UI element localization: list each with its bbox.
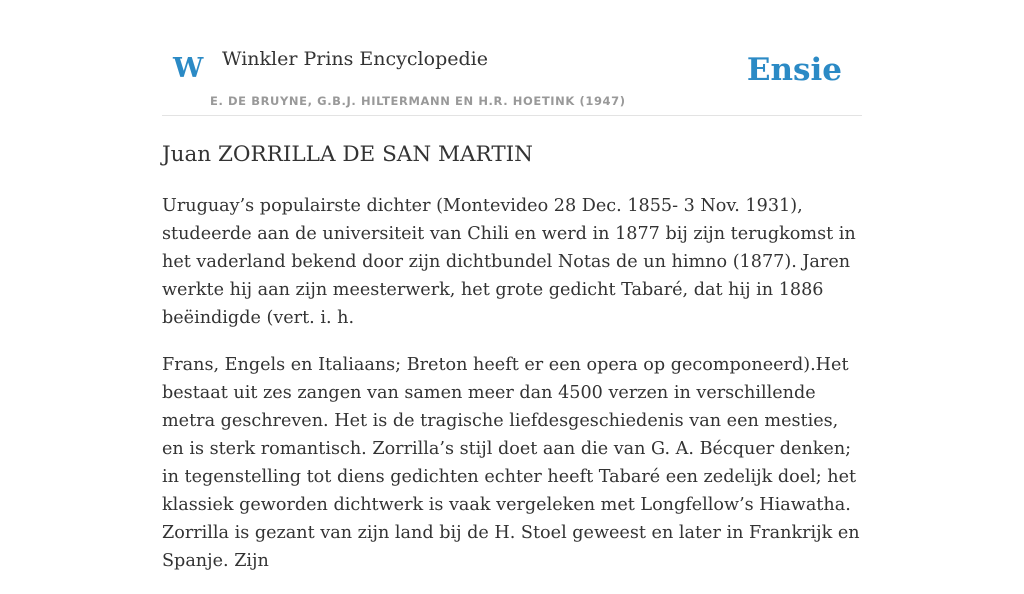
page bbox=[162, 0, 862, 571]
ensie-brand-link[interactable]: Ensie bbox=[746, 52, 842, 88]
article-title: Juan ZORRILLA DE SAN MARTIN bbox=[162, 142, 533, 167]
site-title[interactable]: Winkler Prins Encyclopedie bbox=[222, 48, 488, 70]
site-subtitle: E. DE BRUYNE, G.B.J. HILTERMANN EN H.R. HOETINK (1947) bbox=[210, 94, 626, 108]
winkler-prins-logo[interactable]: W bbox=[173, 53, 204, 84]
site-header bbox=[162, 0, 862, 116]
article-paragraph: Uruguay’s populairste dichter (Montevideo 28 Dec. 1855- 3 Nov. 1931), studeerde aan de universiteit van Chili en werd in 1877 bij zijn terugkomst in het vaderland bekend door zijn dichtbundel Notas de un himno (1877). Jaren werkte hij aan zijn meesterwerk, het grote gedicht Tabaré, dat hij in 1886 beëindigde (vert. i. h. bbox=[162, 196, 856, 328]
article-paragraph: Frans, Engels en Italiaans; Breton heeft er een opera op gecomponeerd).Het bestaat uit zes zangen van samen meer dan 4500 verzen in verschillende metra geschreven. Het is de tragische liefdesgeschiedenis van een mesties, en is sterk romantisch. Zorrilla’s stijl doet aan die van G. A. Bécquer denken; in tegenstelling tot diens gedichten echter heeft Tabaré een zedelijk doel; het klassiek geworden dichtwerk is vaak vergeleken met Longfellow’s Hiawatha. Zorrilla is gezant van zijn land bij de H. Stoel geweest en later in Frankrijk en Spanje. Zijn bbox=[162, 355, 860, 571]
article-body bbox=[162, 192, 862, 594]
